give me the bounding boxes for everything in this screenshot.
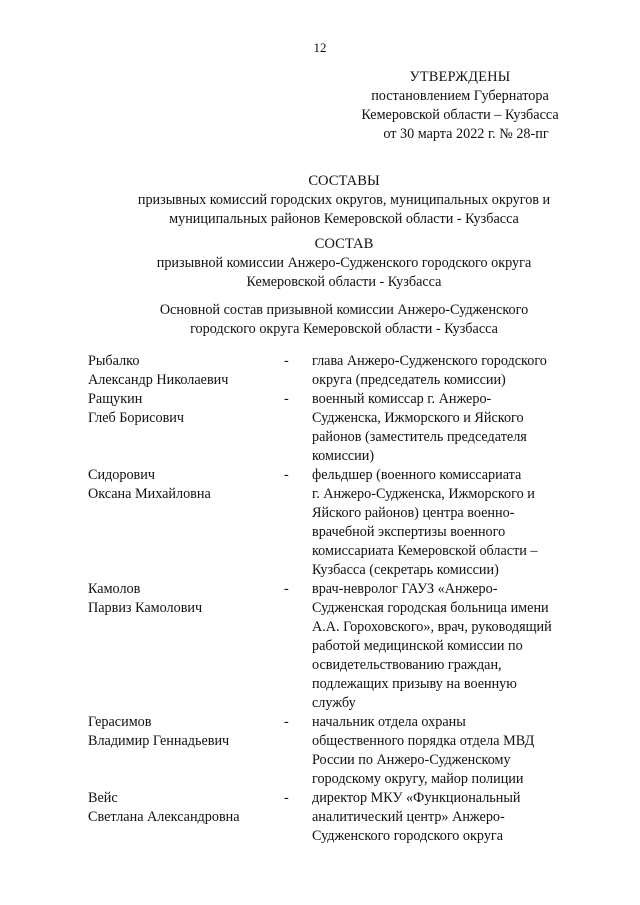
member-name-line: Владимир Геннадьевич — [88, 733, 230, 749]
member-name-line: Камолов — [88, 581, 141, 597]
member-role-line: комиссариата Кемеровской области – — [312, 543, 538, 559]
member-role-line: подлежащих призыву на военную — [312, 676, 517, 692]
member-role — [312, 713, 588, 789]
member-dash: - — [284, 353, 289, 369]
member-name — [88, 466, 284, 504]
member-name-line: Вейс — [88, 790, 118, 806]
member-role-line: врачебной экспертизы военного — [312, 524, 506, 540]
member-name-line: Александр Николаевич — [88, 372, 229, 388]
member-role — [312, 466, 588, 580]
member-role-line: фельдшер (военного комиссариата — [312, 467, 522, 483]
member-role-line: Яйского районов) центра военно- — [312, 505, 515, 521]
member-name-line: Глеб Борисович — [88, 410, 185, 426]
member-role — [312, 580, 588, 713]
member-role-line: работой медицинской комиссии по — [312, 638, 523, 654]
member-role — [312, 352, 588, 390]
member-name — [88, 713, 284, 751]
member-row — [88, 466, 588, 580]
member-name — [88, 390, 284, 428]
main-composition-heading — [100, 301, 588, 339]
member-role-line: Судженска, Ижморского и Яйского — [312, 410, 524, 426]
member-name-line: Светлана Александровна — [88, 809, 240, 825]
member-role-line: начальник отдела охраны — [312, 714, 466, 730]
member-name-line: Рыбалко — [88, 353, 140, 369]
page-number: 12 — [313, 40, 327, 55]
member-row — [88, 789, 588, 846]
main-composition-line-2: городского округа Кемеровской области - Кузбасса — [190, 321, 498, 337]
member-role-line: аналитический центр» Анжеро- — [312, 809, 505, 825]
member-dash: - — [284, 790, 289, 806]
member-name-line: Парвиз Камолович — [88, 600, 203, 616]
member-name-line: Оксана Михайловна — [88, 486, 211, 502]
member-role-line: врач-невролог ГАУЗ «Анжеро- — [312, 581, 498, 597]
member-role-line: освидетельствованию граждан, — [312, 657, 502, 673]
member-name-line: Ращукин — [88, 391, 143, 407]
approval-title: УТВЕРЖДЕНЫ — [409, 69, 511, 85]
member-role-line: Кузбасса (секретарь комиссии) — [312, 562, 499, 578]
commission-line-1: призывной комиссии Анжеро-Судженского городского округа — [156, 255, 532, 271]
member-name — [88, 580, 284, 618]
member-dash: - — [284, 581, 289, 597]
main-composition-line-1: Основной состав призывной комиссии Анжеро-Судженского — [159, 302, 529, 318]
member-row — [88, 390, 588, 466]
member-role-line: городскому округу, майор полиции — [312, 771, 524, 787]
member-row — [88, 713, 588, 789]
member-dash: - — [284, 714, 289, 730]
approval-line-3: от 30 марта 2022 г. № 28-пг — [383, 126, 549, 142]
member-row — [88, 580, 588, 713]
member-role-line: Судженского городского округа — [312, 828, 504, 844]
member-name-line: Сидорович — [88, 467, 155, 483]
member-role-line: А.А. Гороховского», врач, руководящий — [312, 619, 552, 635]
member-role-line: службу — [312, 695, 356, 711]
member-name-line: Герасимов — [88, 714, 152, 730]
member-role-line: округа (председатель комиссии) — [312, 372, 506, 388]
member-role-line: Судженская городская больница имени — [312, 600, 549, 616]
member-role — [312, 789, 588, 846]
member-dash: - — [284, 467, 289, 483]
member-name — [88, 352, 284, 390]
member-row — [88, 352, 588, 390]
member-role-line: районов (заместитель председателя — [312, 429, 527, 445]
member-role-line: глава Анжеро-Судженского городского — [312, 353, 547, 369]
member-dash: - — [284, 391, 289, 407]
commission-heading — [100, 235, 588, 292]
member-role-line: директор МКУ «Функциональный — [312, 790, 521, 806]
member-role-line: г. Анжеро-Судженска, Ижморского и — [312, 486, 535, 502]
compositions-title: СОСТАВЫ — [308, 173, 380, 189]
member-role — [312, 390, 588, 466]
compositions-line-1: призывных комиссий городских округов, муниципальных округов и — [137, 192, 551, 208]
commission-title: СОСТАВ — [314, 236, 374, 252]
approval-line-1: постановлением Губернатора — [371, 88, 549, 104]
member-role-line: общественного порядка отдела МВД — [312, 733, 535, 749]
commission-line-2: Кемеровской области - Кузбасса — [246, 274, 442, 290]
approval-block — [340, 68, 580, 144]
members-list — [88, 352, 588, 846]
approval-line-2: Кемеровской области – Кузбасса — [361, 107, 559, 123]
compositions-line-2: муниципальных районов Кемеровской области - Кузбасса — [169, 211, 519, 227]
member-name — [88, 789, 284, 827]
member-role-line: военный комиссар г. Анжеро- — [312, 391, 492, 407]
compositions-heading — [100, 172, 588, 229]
member-role-line: России по Анжеро-Судженскому — [312, 752, 511, 768]
member-role-line: комиссии) — [312, 448, 375, 464]
